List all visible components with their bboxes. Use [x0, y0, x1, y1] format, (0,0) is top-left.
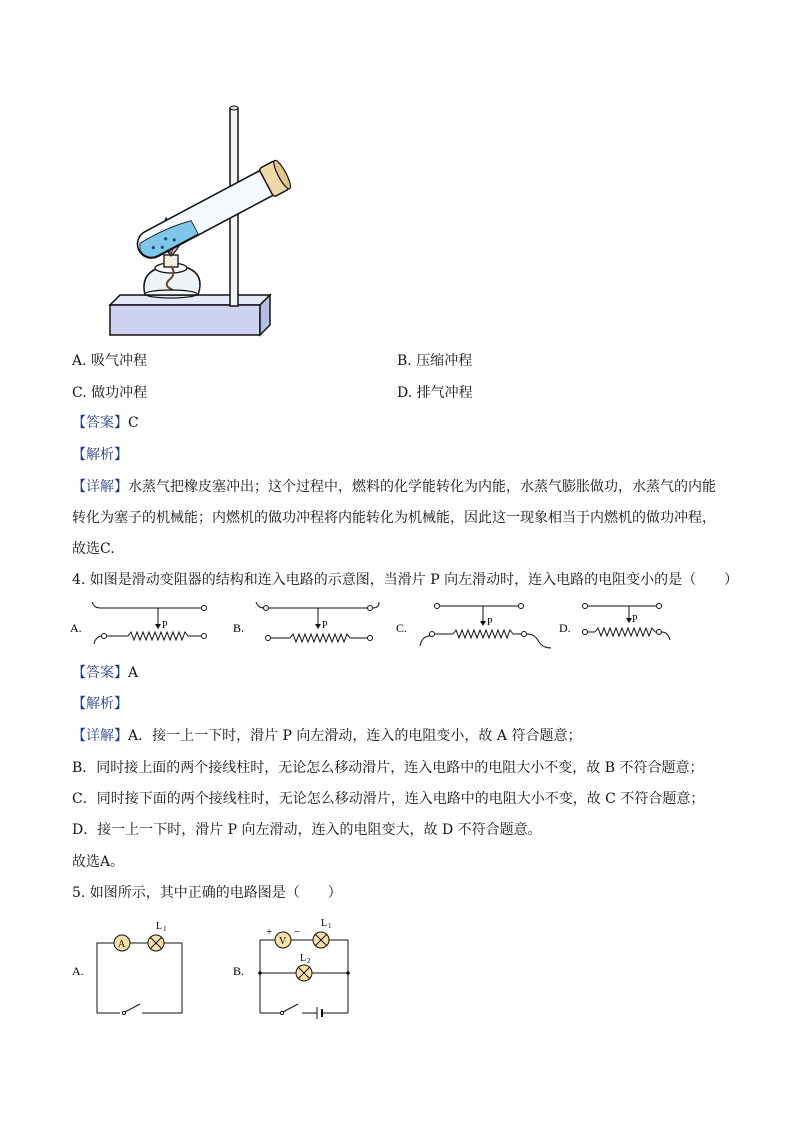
svg-text:P: P	[487, 617, 493, 628]
svg-text:L: L	[321, 918, 328, 929]
option-b[interactable]: B. 压缩冲程	[397, 353, 473, 369]
circuit-a-letter: A.	[72, 964, 84, 978]
rheostat-c	[420, 604, 551, 649]
q3-answer: 【答案】C	[72, 415, 139, 431]
q4-detail-d: D．接一上一下时，滑片 P 向左滑动，连入的电阻变大，故 D 不符合题意。	[72, 822, 542, 838]
diagram-d-letter: D.	[559, 621, 571, 635]
q3-detail-line2: 转化为塞子的机械能；内燃机的做功冲程将内能转化为机械能，因此这一现象相当于内燃机的做功冲程，	[72, 510, 716, 526]
svg-text:P: P	[322, 620, 328, 631]
circuit-a	[97, 921, 182, 1017]
rheostat-b	[256, 602, 379, 642]
option-a[interactable]: A. 吸气冲程	[72, 353, 148, 369]
svg-text:−: −	[294, 926, 301, 938]
q3-detail-line1: 【详解】水蒸气把橡皮塞冲出；这个过程中，燃料的化学能转化为内能，水蒸气膨胀做功，水蒸气的内能	[72, 479, 716, 495]
stand-base-front	[110, 305, 260, 335]
alcohol-lamp	[144, 255, 200, 298]
q4-detail-b: B．同时接上面的两个接线柱时，无论怎么移动滑片，连入电路中的电阻大小不变，故 B 不符合题意；	[72, 760, 704, 776]
circuit-diagrams	[70, 915, 370, 1025]
switch-symbol	[283, 1004, 298, 1012]
rheostat-diagrams	[70, 598, 560, 658]
svg-text:P: P	[162, 620, 168, 631]
heating-test-tube-apparatus-figure	[100, 100, 300, 345]
svg-text:A: A	[118, 939, 126, 950]
q3-conclusion: 故选C.	[72, 541, 115, 557]
option-d[interactable]: D. 排气冲程	[397, 385, 473, 401]
svg-text:L: L	[156, 921, 163, 932]
svg-text:P: P	[632, 614, 638, 625]
svg-text:L: L	[300, 953, 307, 964]
svg-text:V: V	[279, 936, 287, 947]
answer-tag: 【答案】	[72, 415, 128, 431]
q4-detail-c: C．同时接下面的两个接线柱时，无论怎么移动滑片，连入电路中的电阻大小不变，故 C 不符合题意；	[72, 791, 705, 807]
rheostat-diagram-d	[555, 598, 675, 648]
svg-text:+: +	[266, 926, 273, 938]
q4-answer: 【答案】A	[72, 665, 139, 681]
q4-detail-a: 【详解】A．接一上一下时，滑片 P 向左滑动，连入的电阻变小，故 A 符合题意；	[72, 728, 582, 744]
answer-tag: 【答案】	[72, 665, 128, 681]
q4-conclusion: 故选A。	[72, 854, 125, 870]
option-c[interactable]: C. 做功冲程	[72, 385, 148, 401]
diagram-b-letter: B.	[233, 621, 245, 635]
svg-text:2: 2	[307, 957, 311, 965]
svg-text:1: 1	[163, 925, 167, 933]
q5-stem: 5. 如图所示，其中正确的电路图是（ ）	[72, 885, 342, 901]
circuit-b-letter: B.	[233, 964, 245, 978]
test-tube	[132, 159, 294, 265]
diagram-a-letter: A.	[70, 621, 82, 635]
q4-analysis-tag: 【解析】	[72, 696, 128, 712]
q4-stem: 4. 如图是滑动变阻器的结构和连入电路的示意图，当滑片 P 向左滑动时，连入电路的电阻变小的是（ ）	[72, 572, 739, 588]
diagram-c-letter: C.	[396, 621, 408, 635]
q3-analysis-tag: 【解析】	[72, 447, 128, 463]
rheostat-a	[92, 602, 207, 644]
circuit-b	[258, 918, 350, 1019]
svg-text:1: 1	[328, 922, 332, 930]
